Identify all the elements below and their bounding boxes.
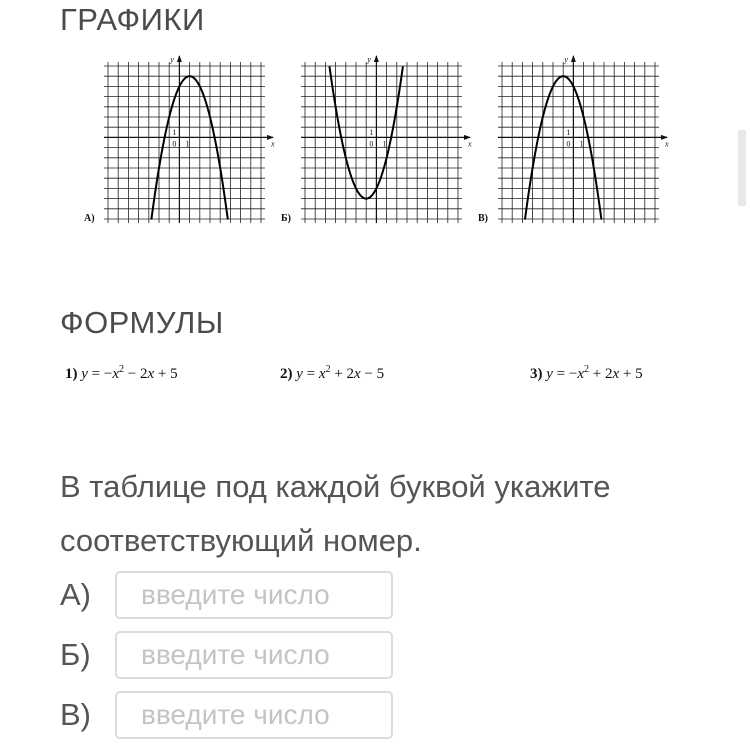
formula-x: x bbox=[112, 366, 120, 382]
answer-label-b: Б) bbox=[60, 637, 91, 672]
formula-tail: − 5 bbox=[360, 366, 385, 382]
instruction-text: В таблице под каждой буквой укажите соответствующий номер. bbox=[60, 469, 611, 558]
graph-letter-label: А) bbox=[84, 213, 95, 224]
formula-middle: + 2 bbox=[589, 366, 613, 382]
origin-label: 0 bbox=[566, 139, 571, 149]
answer-row-a bbox=[60, 570, 393, 620]
tick-label-y: 1 bbox=[369, 128, 374, 138]
graph-a bbox=[80, 50, 285, 235]
formula-x: x bbox=[354, 366, 361, 382]
graph-c bbox=[474, 50, 679, 235]
grid-lines bbox=[301, 62, 462, 223]
formula-exponent: 2 bbox=[119, 364, 125, 375]
origin-label: 0 bbox=[369, 139, 374, 149]
formula-y: y bbox=[81, 366, 88, 382]
formula-x: x bbox=[577, 366, 585, 382]
x-axis-label: x bbox=[468, 139, 472, 149]
formula-x: x bbox=[318, 366, 326, 382]
formulas-heading: ФОРМУЛЫ bbox=[60, 305, 224, 340]
y-axis-arrow bbox=[177, 55, 182, 62]
answer-input-c[interactable] bbox=[115, 691, 393, 739]
formula-y: y bbox=[296, 366, 303, 382]
y-axis-arrow bbox=[374, 55, 379, 62]
tick-label-y: 1 bbox=[172, 128, 177, 138]
y-axis-label: y bbox=[170, 55, 174, 64]
formula-tail: + 5 bbox=[154, 366, 178, 382]
formula-x: x bbox=[612, 366, 620, 382]
grid-lines bbox=[498, 62, 659, 223]
y-axis-arrow bbox=[571, 55, 576, 62]
formula-exponent: 2 bbox=[325, 364, 331, 375]
formula-number: 1) bbox=[65, 366, 78, 382]
y-axis-label: y bbox=[367, 55, 371, 64]
answer-row-b bbox=[60, 630, 393, 680]
formula-number: 2) bbox=[280, 366, 293, 382]
graph-letter-label: Б) bbox=[281, 213, 291, 224]
formula-exponent: 2 bbox=[584, 364, 590, 375]
y-axis-label: y bbox=[564, 55, 568, 64]
tick-label-x: 1 bbox=[185, 139, 190, 149]
x-axis-label: x bbox=[271, 139, 275, 149]
formula-y: y bbox=[546, 366, 553, 382]
graph-b bbox=[277, 50, 482, 235]
origin-label: 0 bbox=[172, 139, 177, 149]
formula-1 bbox=[65, 366, 178, 383]
graphs-heading: ГРАФИКИ bbox=[60, 2, 205, 37]
scrollbar-hint bbox=[738, 130, 746, 206]
answer-row-c bbox=[60, 690, 393, 740]
graph-letter-label: В) bbox=[478, 213, 488, 224]
grid-lines bbox=[104, 62, 265, 223]
graph-b-plot bbox=[277, 50, 482, 235]
answer-input-b[interactable] bbox=[115, 631, 393, 679]
graph-a-plot bbox=[80, 50, 285, 235]
formula-eq: = − bbox=[552, 366, 578, 382]
tick-label-x: 1 bbox=[382, 139, 387, 149]
formula-eq: = − bbox=[87, 366, 113, 382]
x-axis-label: x bbox=[665, 139, 669, 149]
formula-2 bbox=[280, 366, 384, 383]
formula-eq: = bbox=[302, 366, 319, 382]
formula-number: 3) bbox=[530, 366, 543, 382]
formula-x: x bbox=[147, 366, 155, 382]
answer-input-a[interactable] bbox=[115, 571, 393, 619]
graph-c-plot bbox=[474, 50, 679, 235]
answer-label-a: А) bbox=[60, 577, 91, 612]
formula-tail: + 5 bbox=[619, 366, 643, 382]
formula-middle: + 2 bbox=[330, 366, 355, 382]
answer-label-c: В) bbox=[60, 697, 91, 732]
formula-middle: − 2 bbox=[124, 366, 148, 382]
tick-label-x: 1 bbox=[579, 139, 584, 149]
formula-3 bbox=[530, 366, 643, 383]
tick-label-y: 1 bbox=[566, 128, 571, 138]
